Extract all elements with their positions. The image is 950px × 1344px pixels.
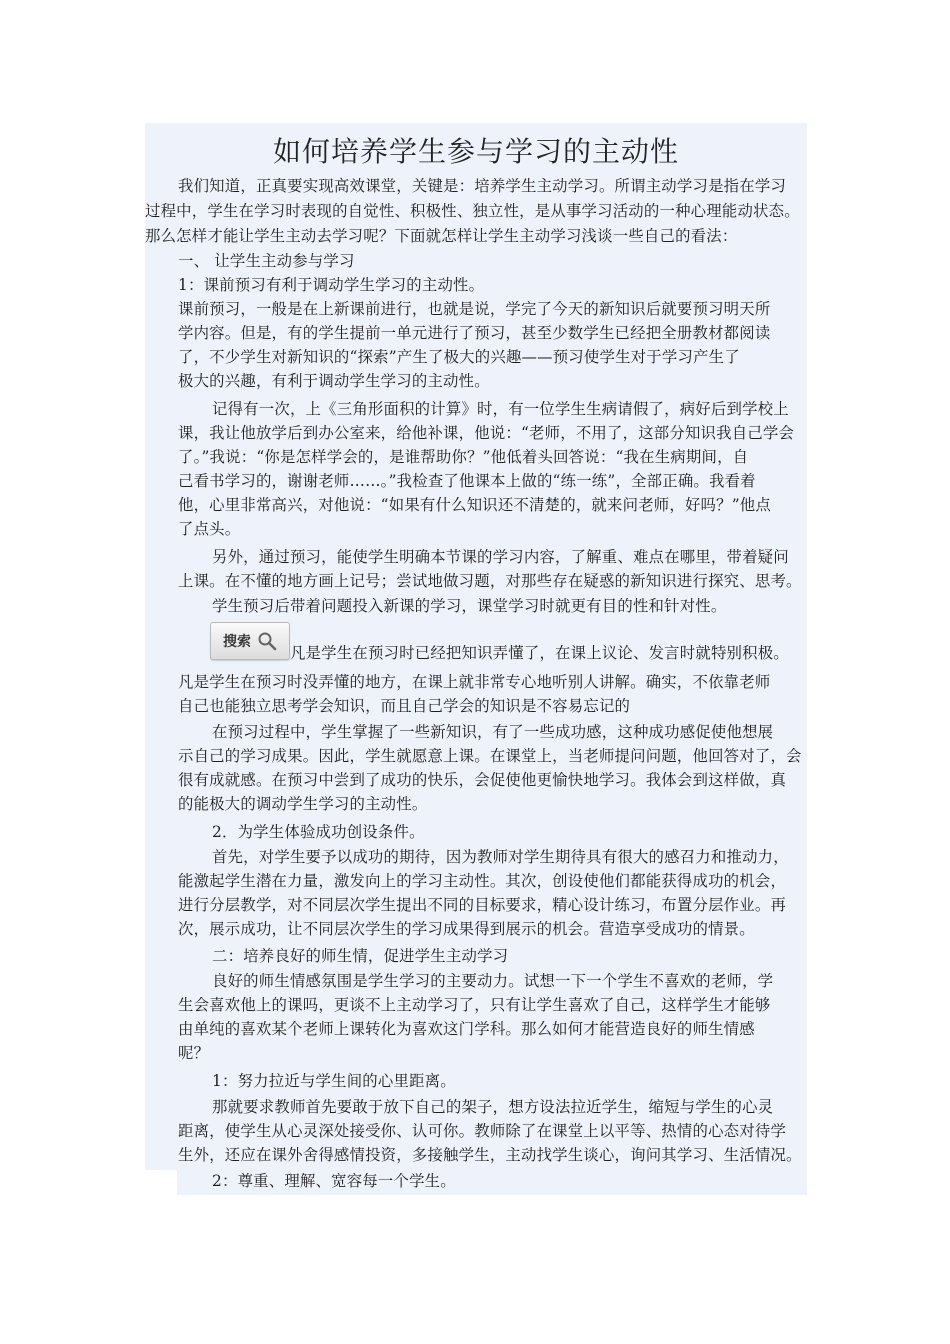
text-line: 学内容。但是，有的学生提前一单元进行了预习，甚至少数学生已经把全册教材都阅读 (178, 324, 771, 342)
text-line: 的能极大的调动学生学习的主动性。 (178, 795, 428, 813)
text-line: 能激起学生潜在力量，激发向上的学习主动性。其次，创设使他们都能获得成功的机会， (178, 872, 787, 890)
text-line: 极大的兴趣，有利于调动学生学习的主动性。 (178, 372, 490, 390)
text-line: 记得有一次，上《三角形面积的计算》时，有一位学生生病请假了，病好后到学校上 (212, 400, 789, 418)
text-line: 二：培养良好的师生情，促进学生主动学习 (212, 947, 509, 965)
text-line: 另外，通过预习，能使学生明确本节课的学习内容，了解重、难点在哪里，带着疑问 (212, 548, 789, 566)
text-line: 首先，对学生要予以成功的期待，因为教师对学生期待具有很大的感召力和推动力， (212, 848, 789, 866)
text-line: 自己也能独立思考学会知识，而且自己学会的知识是不容易忘记的 (178, 697, 631, 715)
text-line: 那么怎样才能让学生主动去学习呢？下面就怎样让学生主动学习浅谈一些自己的看法： (145, 227, 738, 245)
text-line: 课前预习，一般是在上新课前进行，也就是说，学完了今天的新知识后就要预习明天所 (178, 300, 771, 318)
text-line: 他，心里非常高兴，对他说：“如果有什么知识还不清楚的，就来问老师，好吗？”他点 (178, 496, 771, 514)
text-line: 2：尊重、理解、宽容每一个学生。 (212, 1172, 456, 1190)
search-button-label: 搜索 (223, 634, 251, 650)
text-line: 距离，使学生从心灵深处接受你、认可你。教师除了在课堂上以平等、热情的心态对待学 (178, 1122, 787, 1140)
text-line: 呢？ (178, 1044, 210, 1062)
text-line: 一、 让学生主动参与学习 (178, 252, 355, 270)
text-line: 己看书学习的，谢谢老师……。”我检查了他课本上做的“练一练”，全部正确。我看着 (178, 472, 756, 490)
search-button[interactable] (210, 622, 290, 660)
text-line: 在预习过程中，学生掌握了一些新知识，有了一些成功感，这种成功感促使他想展 (212, 723, 774, 741)
text-line: 示自己的学习成果。因此，学生就愿意上课。在课堂上，当老师提问问题，他回答对了，会 (178, 747, 802, 765)
text-line: 生外，还应在课外舍得感情投资，多接触学生，主动找学生谈心，询问其学习、生活情况。 (178, 1146, 802, 1164)
text-line: 过程中，学生在学习时表现的自觉性、积极性、独立性，是从事学习活动的一种心理能动状态。 (145, 202, 800, 220)
text-line: 了。”我说：“你是怎样学会的，是谁帮助你？”他低着头回答说：“我在生病期间，自 (178, 448, 749, 466)
text-line: 凡是学生在预习时没弄懂的地方，在课上就非常专心地听别人讲解。确实，不依靠老师 (178, 673, 771, 691)
text-line: 学生预习后带着问题投入新课的学习，课堂学习时就更有目的性和针对性。 (212, 597, 727, 615)
text-line: 那就要求教师首先要敢于放下自己的架子，想方设法拉近学生，缩短与学生的心灵 (212, 1098, 774, 1116)
text-line: 进行分层教学，对不同层次学生提出不同的目标要求，精心设计练习，布置分层作业。再 (178, 896, 787, 914)
text-line: 2．为学生体验成功创设条件。 (212, 823, 425, 841)
text-line: 上课。在不懂的地方画上记号；尝试地做习题，对那些存在疑惑的新知识进行探究、思考。 (178, 572, 802, 590)
text-line: 课，我让他放学后到办公室来，给他补课，他说：“老师，不用了，这部分知识我自己学会 (178, 424, 795, 442)
text-line: 由单纯的喜欢某个老师上课转化为喜欢这门学科。那么如何才能营造良好的师生情感 (178, 1020, 755, 1038)
text-line: 我们知道，正真要实现高效课堂，关键是：培养学生主动学习。所谓主动学习是指在学习 (178, 177, 787, 195)
text-line: 次，展示成功，让不同层次学生的学习成果得到展示的机会。营造享受成功的情景。 (178, 920, 755, 938)
page-margin-patch (145, 1170, 177, 1195)
text-line: 1：课前预习有利于调动学生学习的主动性。 (178, 276, 485, 294)
text-line: 了点头。 (178, 520, 241, 538)
text-line: 很有成就感。在预习中尝到了成功的快乐，会促使他更愉快地学习。我体会到这样做，真 (178, 771, 787, 789)
document-title: 如何培养学生参与学习的主动性 (272, 135, 679, 168)
text-line: 1：努力拉近与学生间的心里距离。 (212, 1072, 456, 1090)
magnifier-icon (257, 631, 277, 651)
text-line: 生会喜欢他上的课吗，更谈不上主动学习了，只有让学生喜欢了自己，这样学生才能够 (178, 996, 771, 1014)
text-line: 良好的师生情感氛围是学生学习的主要动力。试想一下一个学生不喜欢的老师，学 (212, 972, 774, 990)
text-line: 凡是学生在预习时已经把知识弄懂了，在课上议论、发言时就特别积极。 (290, 644, 789, 662)
text-line: 了，不少学生对新知识的“探索”产生了极大的兴趣——预习使学生对于学习产生了 (178, 348, 740, 366)
